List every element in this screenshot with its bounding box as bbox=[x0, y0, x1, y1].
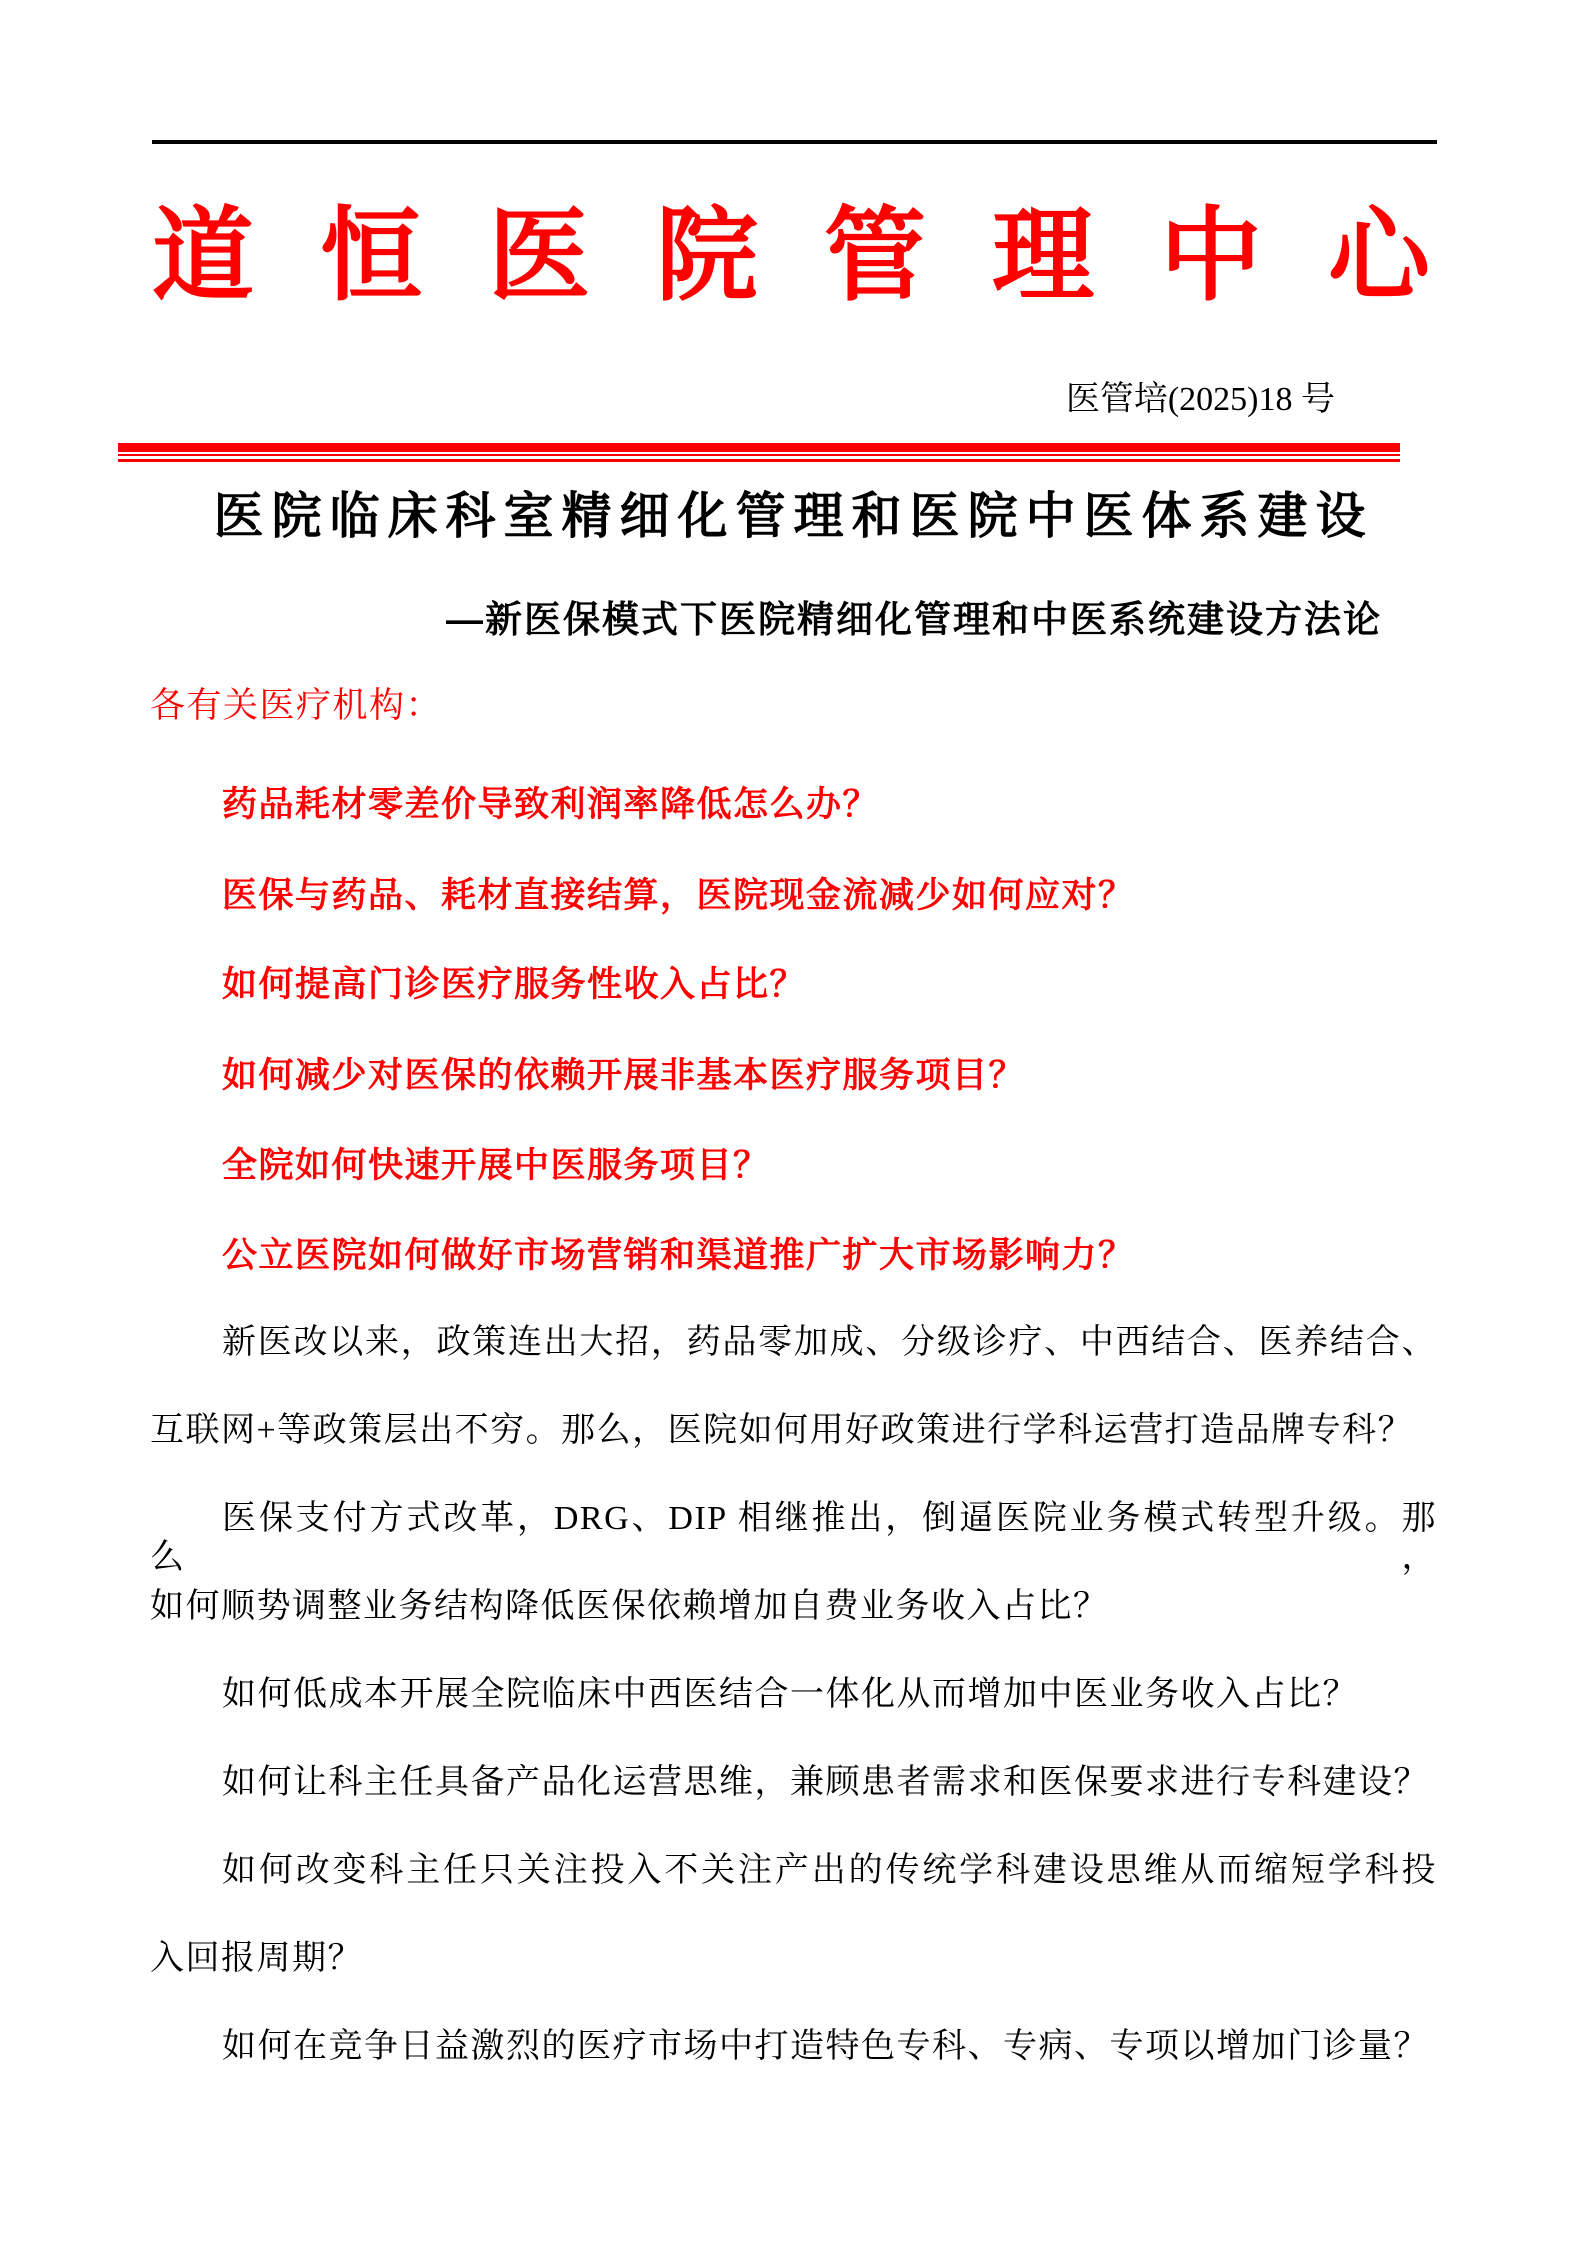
document-body bbox=[150, 0, 1496, 2245]
letterhead-org-name: 道恒医院管理中心 bbox=[152, 199, 1496, 313]
document-title: 医院临床科室精细化管理和医院中医体系建设 bbox=[213, 488, 1374, 544]
paragraph-line: 如何低成本开展全院临床中西医结合一体化从而增加中医业务收入占比？ bbox=[222, 1676, 1358, 1713]
paragraph-line: 入回报周期？ bbox=[150, 1940, 363, 1977]
question-line: 公立医院如何做好市场营销和渠道推广扩大市场影响力？ bbox=[222, 1236, 1135, 1275]
paragraph-line: 如何让科主任具备产品化运营思维，兼顾患者需求和医保要求进行专科建设？ bbox=[222, 1764, 1429, 1801]
question-line: 药品耗材零差价导致利润率降低怎么办？ bbox=[222, 785, 880, 824]
paragraph-line: 如何在竞争日益激烈的医疗市场中打造特色专科、专病、专项以增加门诊量？ bbox=[222, 2028, 1429, 2065]
paragraph-line: 互联网+等政策层出不穷。那么，医院如何用好政策进行学科运营打造品牌专科？ bbox=[150, 1412, 1414, 1449]
question-line: 如何提高门诊医疗服务性收入占比？ bbox=[222, 965, 807, 1004]
question-line: 全院如何快速开展中医服务项目？ bbox=[222, 1146, 770, 1185]
document-subtitle: —新医保模式下医院精细化管理和中医系统建设方法论 bbox=[446, 599, 1382, 640]
paragraph-line: 如何改变科主任只关注投入不关注产出的传统学科建设思维从而缩短学科投 bbox=[222, 1852, 1437, 1889]
question-line: 医保与药品、耗材直接结算，医院现金流减少如何应对？ bbox=[222, 876, 1135, 915]
paragraph-line: 新医改以来，政策连出大招，药品零加成、分级诊疗、中西结合、医养结合、 bbox=[222, 1324, 1437, 1361]
paragraph-line: 医保支付方式改革，DRG、DIP 相继推出，倒逼医院业务模式转型升级。那么， bbox=[150, 1500, 1437, 1577]
question-line: 如何减少对医保的依赖开展非基本医疗服务项目？ bbox=[222, 1056, 1026, 1095]
paragraph-line: 如何顺势调整业务结构降低医保依赖增加自费业务收入占比？ bbox=[150, 1588, 1109, 1625]
document-number: 医管培(2025)18 号 bbox=[1065, 381, 1335, 418]
salutation-line: 各有关医疗机构： bbox=[150, 686, 443, 725]
